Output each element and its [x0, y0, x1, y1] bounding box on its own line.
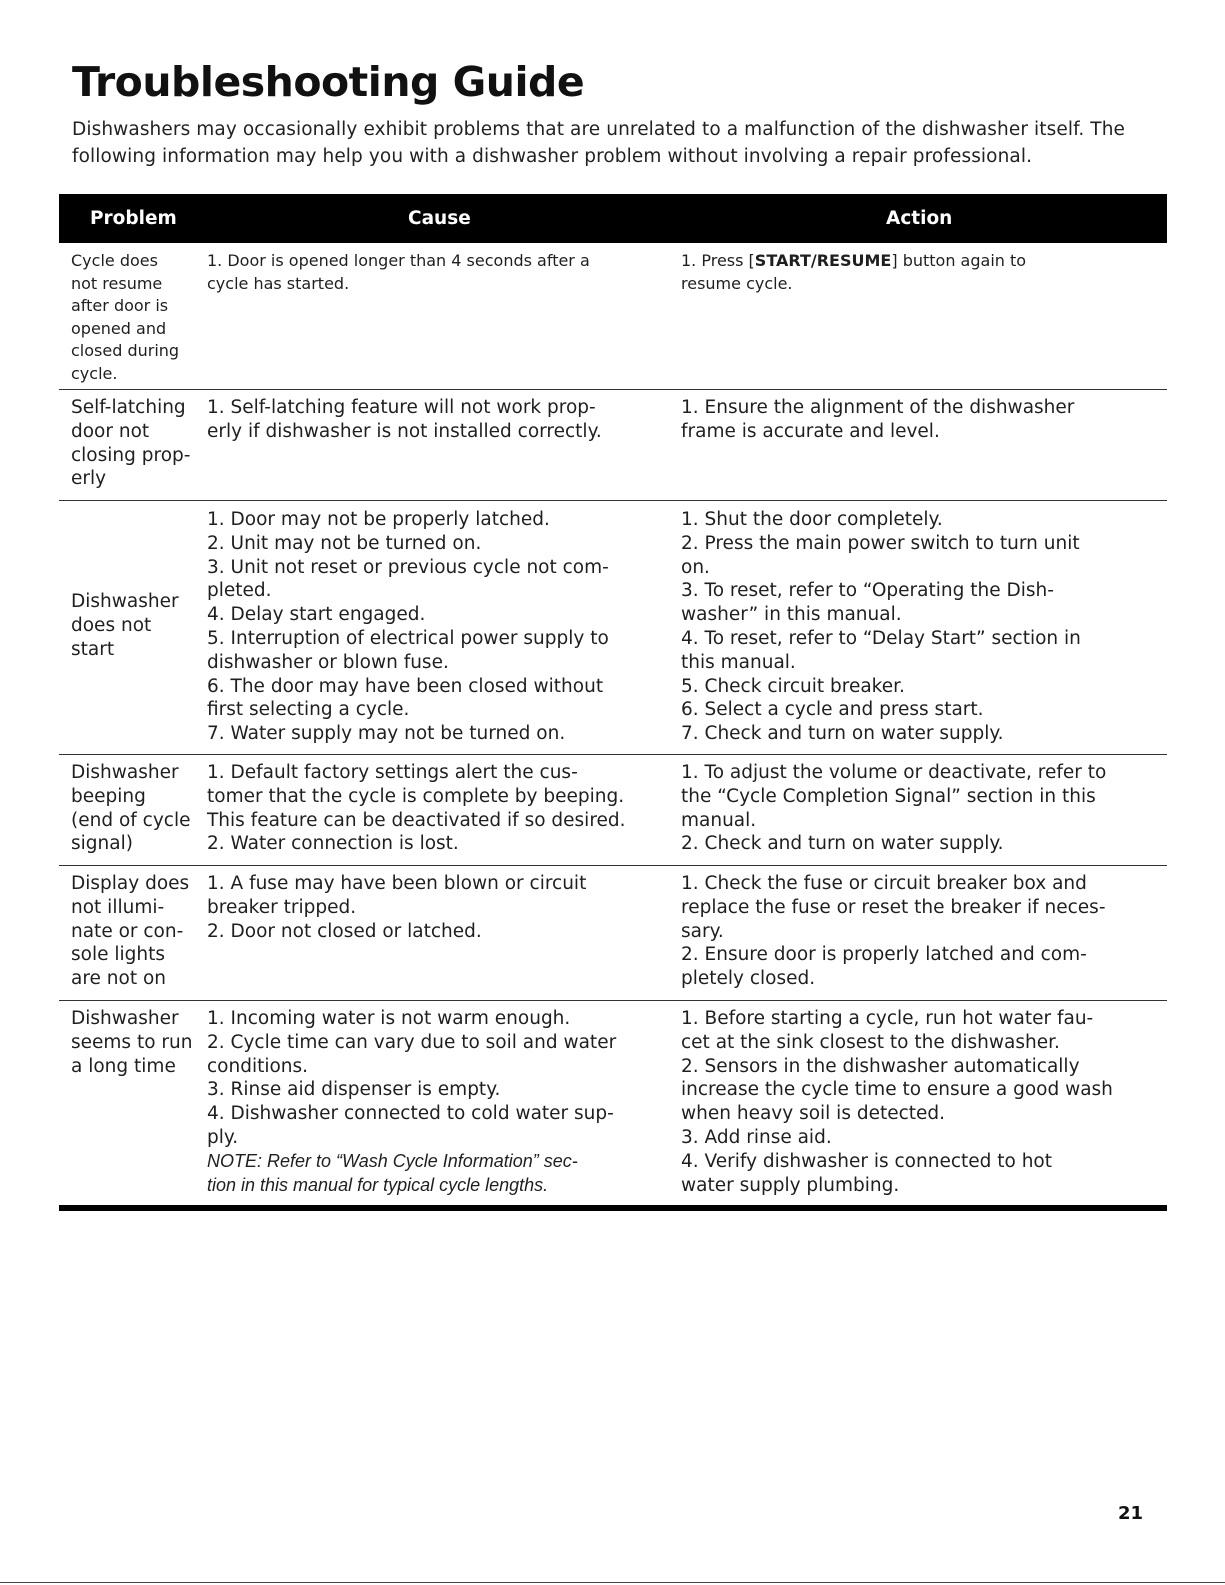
action-text: increase the cycle time to ensure a good wash: [681, 1079, 1113, 1101]
action-text: 2. Ensure door is properly latched and com-: [681, 944, 1087, 966]
action-text: washer” in this manual.: [681, 604, 902, 626]
page-title: Troubleshooting Guide: [72, 58, 585, 106]
action-text: 2. Check and turn on water supply.: [681, 833, 1004, 855]
cause-cell: [207, 1007, 647, 1197]
cause-text: erly if dishwasher is not installed correctly.: [207, 420, 602, 442]
cause-cell: [207, 761, 647, 856]
cause-cell: [207, 250, 647, 295]
action-text: 1. Before starting a cycle, run hot water fau-: [681, 1008, 1094, 1029]
action-text: 1. Shut the door completely.: [681, 509, 943, 530]
action-text: this manual.: [681, 651, 796, 673]
action-cell: [681, 250, 1141, 295]
problem-text: seems to run: [71, 1031, 193, 1053]
cause-text: 2. Unit may not be turned on.: [207, 532, 482, 554]
cause-text: 7. Water supply may not be turned on.: [207, 723, 566, 745]
table-row: [59, 755, 1167, 866]
cause-text: 5. Interruption of electrical power supply to: [207, 627, 609, 649]
problem-text: signal): [71, 833, 133, 855]
cause-text: 1. Self-latching feature will not work prop-: [207, 397, 596, 418]
action-cell: [681, 872, 1141, 991]
cause-text: pleted.: [207, 580, 272, 602]
cause-text: 1. Incoming water is not warm enough.: [207, 1008, 571, 1029]
problem-text: after door is: [71, 296, 169, 316]
problem-text: opened and: [71, 318, 167, 338]
cause-text: 1. A fuse may have been blown or circuit: [207, 873, 587, 894]
cause-text: 1. Door may not be properly latched.: [207, 509, 550, 530]
action-text: 4. To reset, refer to “Delay Start” section in: [681, 627, 1081, 649]
action-text: on.: [681, 556, 710, 578]
action-text: sary.: [681, 920, 724, 942]
problem-text: start: [71, 638, 115, 660]
problem-cell: [71, 761, 201, 856]
cause-text: 3. Rinse aid dispenser is empty.: [207, 1079, 501, 1101]
problem-text: Dishwasher: [71, 762, 179, 783]
cause-text: 2. Door not closed or latched.: [207, 920, 482, 942]
intro-line: following information may help you with a dishwasher problem without involving a repair professional.: [72, 146, 1033, 167]
action-text: 3. To reset, refer to “Operating the Dish-: [681, 580, 1054, 602]
cause-note: tion in this manual for typical cycle lengths.: [207, 1174, 549, 1195]
problem-cell: [71, 396, 201, 491]
start-resume-button-label: START/RESUME: [754, 251, 892, 270]
action-text: 1. Ensure the alignment of the dishwasher: [681, 397, 1075, 418]
action-text: resume cycle.: [681, 273, 793, 293]
troubleshooting-table: [59, 194, 1167, 1211]
action-text: frame is accurate and level.: [681, 420, 940, 442]
cause-text: 3. Unit not reset or previous cycle not com-: [207, 556, 609, 578]
action-cell: [681, 761, 1141, 856]
action-text: 5. Check circuit breaker.: [681, 675, 905, 697]
problem-text: Display does: [71, 873, 190, 894]
action-text: 1. To adjust the volume or deactivate, refer to: [681, 762, 1107, 783]
problem-text: Dishwasher: [71, 1008, 179, 1029]
cause-text: 2. Water connection is lost.: [207, 833, 459, 855]
problem-cell: [71, 250, 201, 386]
problem-text: Self-latching: [71, 397, 186, 418]
cause-cell: [207, 508, 647, 746]
table-row: [59, 390, 1167, 501]
table-row: [59, 501, 1167, 755]
action-cell: [681, 1007, 1141, 1197]
header-cause: Cause: [408, 208, 471, 229]
cause-text: 4. Dishwasher connected to cold water sup-: [207, 1103, 614, 1125]
cause-cell: [207, 872, 647, 943]
cause-cell: [207, 396, 647, 444]
table-row: [59, 1001, 1167, 1211]
cause-text: first selecting a cycle.: [207, 699, 410, 721]
cause-text: 1. Door is opened longer than 4 seconds after a: [207, 251, 590, 270]
action-text: 1. Check the fuse or circuit breaker box and: [681, 873, 1087, 894]
action-text: the “Cycle Completion Signal” section in this: [681, 785, 1096, 807]
problem-text: door not: [71, 420, 150, 442]
action-text: water supply plumbing.: [681, 1174, 900, 1196]
action-text: 7. Check and turn on water supply.: [681, 723, 1004, 745]
problem-text: Cycle does: [71, 251, 158, 270]
action-text: when heavy soil is detected.: [681, 1103, 946, 1125]
action-text: replace the fuse or reset the breaker if neces-: [681, 896, 1106, 918]
cause-text: ply.: [207, 1126, 239, 1148]
problem-text: (end of cycle: [71, 809, 191, 831]
problem-text: are not on: [71, 968, 167, 990]
cause-text: dishwasher or blown fuse.: [207, 651, 449, 673]
problem-text: sole lights: [71, 944, 165, 966]
problem-text: not resume: [71, 273, 163, 293]
problem-cell: [71, 1007, 201, 1078]
header-problem: Problem: [90, 208, 177, 229]
cause-text: conditions.: [207, 1055, 309, 1077]
action-text: 4. Verify dishwasher is connected to hot: [681, 1150, 1053, 1172]
action-text: [681, 250, 1141, 273]
action-text: 6. Select a cycle and press start.: [681, 699, 984, 721]
action-text: pletely closed.: [681, 968, 816, 990]
action-text: 2. Sensors in the dishwasher automatically: [681, 1055, 1080, 1077]
intro-paragraph: [72, 116, 1162, 170]
action-text: 2. Press the main power switch to turn unit: [681, 532, 1080, 554]
cause-text: 2. Cycle time can vary due to soil and water: [207, 1031, 617, 1053]
cause-note: NOTE: Refer to “Wash Cycle Information” sec-: [207, 1150, 578, 1171]
problem-text: closed during: [71, 341, 180, 361]
cause-text: breaker tripped.: [207, 896, 357, 918]
header-action: Action: [886, 208, 953, 229]
action-text: cet at the sink closest to the dishwasher.: [681, 1031, 1060, 1053]
problem-cell: [71, 872, 201, 991]
problem-text: beeping: [71, 785, 146, 807]
problem-text: not illumi-: [71, 896, 165, 918]
action-cell: [681, 508, 1141, 746]
action-text-suffix: ] button again to: [891, 251, 1027, 270]
action-cell: [681, 396, 1141, 444]
intro-line: Dishwashers may occasionally exhibit problems that are unrelated to a malfunction of the dishwasher itself. The: [72, 119, 1126, 140]
cause-text: tomer that the cycle is complete by beeping.: [207, 785, 625, 807]
problem-cell: [71, 590, 201, 661]
problem-text: does not: [71, 614, 152, 636]
table-header: [59, 194, 1167, 243]
cause-text: cycle has started.: [207, 273, 350, 293]
bottom-divider: [0, 1582, 1225, 1583]
table-row: [59, 243, 1167, 390]
cause-text: 4. Delay start engaged.: [207, 604, 426, 626]
cause-text: 6. The door may have been closed without: [207, 675, 604, 697]
problem-text: cycle.: [71, 363, 118, 383]
action-text: 3. Add rinse aid.: [681, 1126, 832, 1148]
problem-text: nate or con-: [71, 920, 184, 942]
problem-text: a long time: [71, 1055, 176, 1077]
action-text: manual.: [681, 809, 757, 831]
cause-text: This feature can be deactivated if so desired.: [207, 809, 626, 831]
problem-text: closing prop-: [71, 444, 191, 466]
action-text-prefix: 1. Press [: [681, 251, 755, 270]
table-row: [59, 866, 1167, 1001]
page-number: 21: [1118, 1503, 1144, 1524]
problem-text: Dishwasher: [71, 591, 179, 612]
problem-text: erly: [71, 468, 107, 490]
cause-text: 1. Default factory settings alert the cus-: [207, 762, 578, 783]
